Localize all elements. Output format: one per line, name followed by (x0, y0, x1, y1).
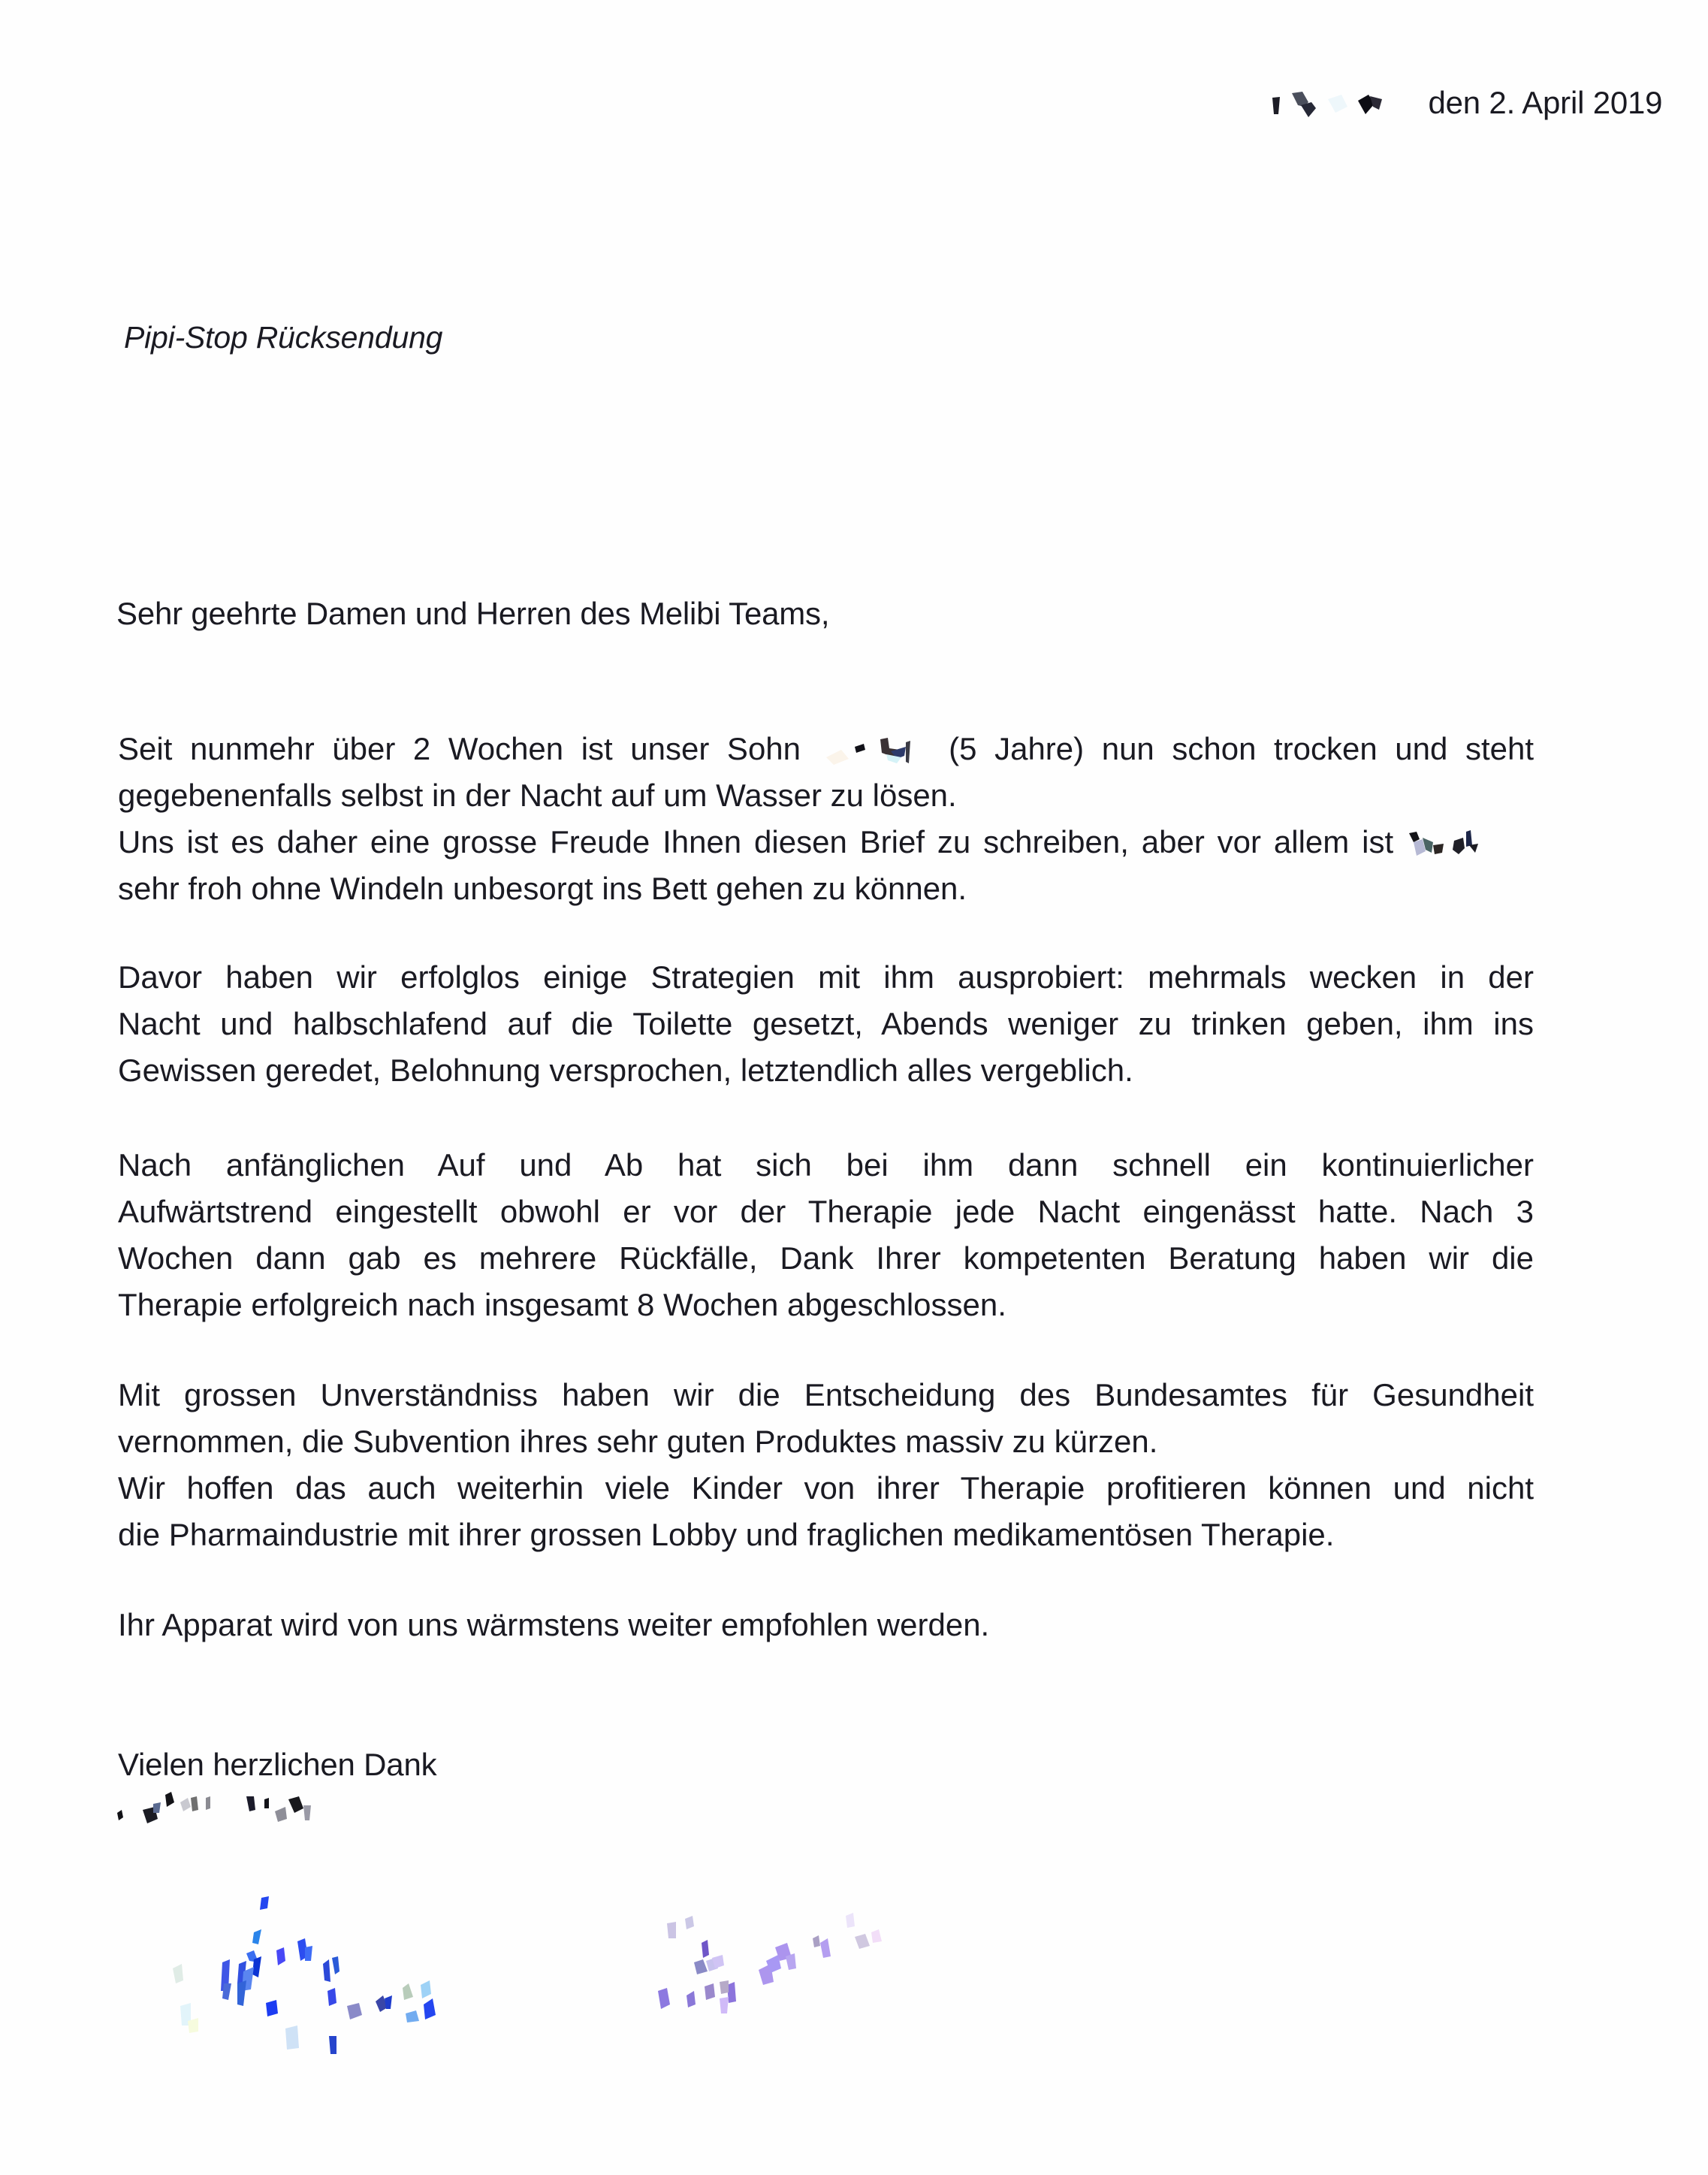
paragraph-line: Nacht und halbschlafend auf die Toilette gesetzt, Abends weniger zu trinken geben, ihm ins (118, 1006, 1534, 1041)
paragraph-line: Aufwärtstrend eingestellt obwohl er vor der Therapie jede Nacht eingenässt hatte. Nach 3 (118, 1194, 1534, 1229)
paragraph-line: sehr froh ohne Windeln unbesorgt ins Bett gehen zu können. (118, 871, 967, 906)
paragraph-1 (118, 726, 1534, 912)
redacted-child-name (1406, 829, 1534, 860)
letter-salutation: Sehr geehrte Damen und Herren des Melibi Teams, (116, 596, 830, 631)
paragraph-line: die Pharmaindustrie mit ihrer grossen Lobby und fraglichen medikamentösen Therapie. (118, 1517, 1335, 1552)
paragraph-line: Davor haben wir erfolglos einige Strategien mit ihm ausprobiert: mehrmals wecken in der (118, 959, 1534, 995)
redacted-place-name (1269, 90, 1420, 120)
signature-right-redacted (653, 1893, 1074, 2059)
paragraph-3 (118, 1142, 1534, 1328)
paragraph-line: vernommen, die Subvention ihres sehr guten Produktes massiv zu kürzen. (118, 1424, 1158, 1459)
letter-date: den 2. April 2019 (1428, 85, 1663, 120)
redacted-child-name (819, 736, 931, 766)
letter-closing: Vielen herzlichen Dank (118, 1747, 437, 1782)
paragraph-line: Wochen dann gab es mehrere Rückfälle, Dank Ihrer kompetenten Beratung haben wir die (118, 1240, 1534, 1276)
redacted-sender-name (113, 1790, 413, 1835)
paragraph-line: Ihr Apparat wird von uns wärmstens weiter empfohlen werden. (118, 1607, 990, 1642)
paragraph-2 (118, 954, 1534, 1094)
paragraph-line: Gewissen geredet, Belohnung versprochen, letztendlich alles vergeblich. (118, 1053, 1133, 1088)
paragraph-4 (118, 1372, 1534, 1558)
paragraph-line: Nach anfänglichen Auf und Ab hat sich bei ihm dann schnell ein kontinuierlicher (118, 1147, 1534, 1183)
paragraph-line: Mit grossen Unverständniss haben wir die Entscheidung des Bundesamtes für Gesundheit (118, 1377, 1534, 1412)
paragraph-line: gegebenenfalls selbst in der Nacht auf um Wasser zu lösen. (118, 778, 957, 813)
paragraph-line: Seit nunmehr über 2 Wochen ist unser Sohn (5 Jahre) nun schon trocken und steht (118, 731, 1534, 766)
letter-subject: Pipi-Stop Rücksendung (124, 320, 443, 355)
paragraph-line: Uns ist es daher eine grosse Freude Ihnen diesen Brief zu schreiben, aber vor allem ist (118, 819, 1534, 865)
paragraph-line: Wir hoffen das auch weiterhin viele Kinder von ihrer Therapie profitieren können und nicht (118, 1470, 1534, 1506)
paragraph-5 (118, 1602, 1534, 1648)
date-line (1269, 80, 1662, 126)
paragraph-line: Therapie erfolgreich nach insgesamt 8 Wochen abgeschlossen. (118, 1287, 1006, 1322)
signature-left-redacted (165, 1878, 556, 2074)
